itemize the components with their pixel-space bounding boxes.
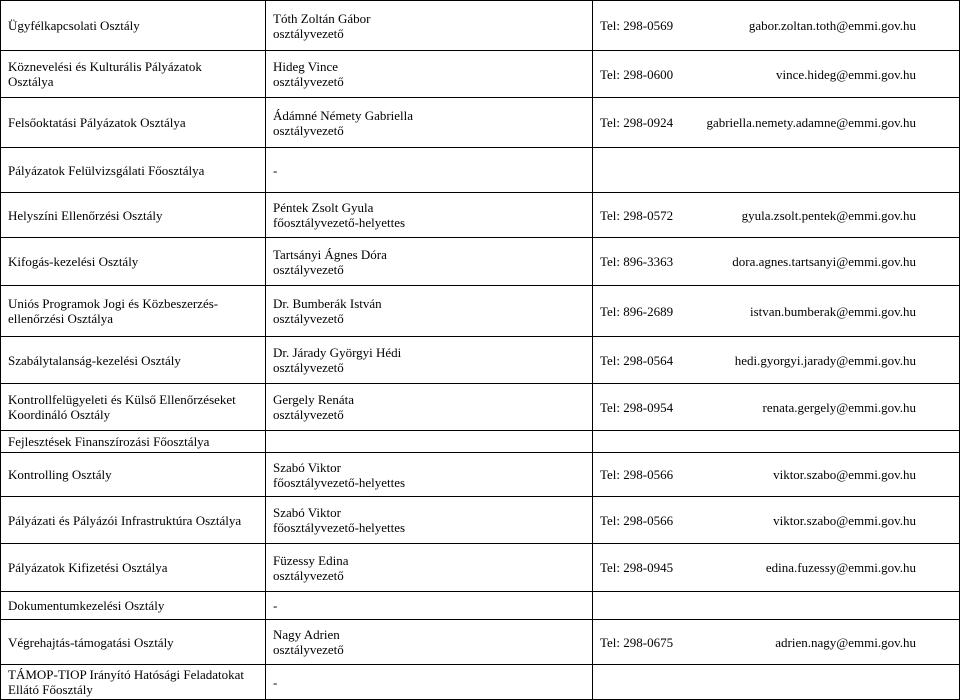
person-name: Szabó Viktor — [273, 459, 341, 475]
phone-number: Tel: 896-2689 — [600, 303, 674, 319]
department-name-line: Felsőoktatási Pályázatok Osztálya — [8, 115, 186, 130]
department-cell — [8, 384, 256, 430]
department-name-line: Uniós Programok Jogi és Közbeszerzés- — [8, 296, 219, 311]
department-cell — [8, 453, 256, 496]
department-name-line: Pályázatok Kifizetési Osztálya — [8, 560, 168, 575]
person-name: Péntek Zsolt Gyula — [273, 200, 374, 215]
phone-number: Tel: 298-0954 — [600, 399, 674, 415]
department-name-line: Kifogás-kezelési Osztály — [8, 254, 139, 269]
email-link[interactable]: dora.agnes.tartsanyi@emmi.gov.hu — [732, 254, 916, 269]
person-cell — [273, 544, 593, 591]
person-title: osztályvezető — [273, 122, 344, 138]
person-cell — [273, 497, 593, 543]
department-name-line: TÁMOP-TIOP Irányító Hatósági Feladatokat — [8, 667, 244, 682]
email-link[interactable]: adrien.nagy@emmi.gov.hu — [775, 634, 916, 650]
person-title: osztályvezető — [273, 74, 344, 89]
email-link[interactable]: viktor.szabo@emmi.gov.hu — [773, 467, 916, 482]
phone-number: Tel: 298-0564 — [600, 352, 674, 368]
dash-text: - — [273, 162, 278, 178]
person-cell — [273, 193, 593, 237]
department-name-line: Dokumentumkezelési Osztály — [8, 598, 165, 613]
department-name-line: ellenőrzési Osztálya — [8, 311, 114, 326]
person-cell — [273, 286, 593, 336]
person-name: Gergely Renáta — [273, 392, 354, 407]
person-cell — [273, 384, 593, 430]
email-cell — [700, 384, 916, 430]
department-cell — [8, 620, 256, 664]
person-title: osztályvezető — [273, 25, 344, 41]
person-cell — [273, 98, 593, 147]
department-cell — [8, 544, 256, 591]
email-link[interactable]: viktor.szabo@emmi.gov.hu — [773, 512, 916, 528]
person-name: Hideg Vince — [273, 59, 339, 74]
department-cell — [8, 98, 256, 147]
department-name-line: Ellátó Főosztály — [8, 682, 93, 697]
phone-number: Tel: 298-0566 — [600, 512, 674, 528]
department-cell — [8, 665, 256, 699]
table-row — [0, 430, 960, 452]
phone-number: Tel: 298-0572 — [600, 207, 674, 223]
table-row — [0, 543, 960, 591]
email-cell — [700, 544, 916, 591]
person-name: Szabó Viktor — [273, 505, 341, 520]
column-divider — [0, 0, 1, 700]
email-link[interactable]: vince.hideg@emmi.gov.hu — [775, 66, 916, 82]
department-cell — [8, 193, 256, 237]
person-title: főosztályvezető-helyettes — [273, 215, 406, 230]
person-cell — [273, 51, 593, 97]
dash-text: - — [273, 598, 278, 613]
email-cell — [700, 1, 916, 50]
email-link[interactable]: istvan.bumberak@emmi.gov.hu — [749, 303, 916, 319]
person-cell — [273, 665, 593, 699]
email-link[interactable]: gabriella.nemety.adamne@emmi.gov.hu — [706, 115, 916, 130]
table-row — [0, 496, 960, 543]
table-row — [0, 619, 960, 664]
department-name-line: Helyszíni Ellenőrzési Osztály — [8, 207, 163, 223]
person-name: Nagy Adrien — [273, 627, 340, 642]
department-name-line: Fejlesztések Finanszírozási Főosztálya — [8, 434, 210, 449]
department-cell — [8, 497, 256, 543]
person-name: Tartsányi Ágnes Dóra — [273, 246, 387, 262]
department-name-line: Köznevelési és Kulturális Pályázatok — [8, 59, 202, 74]
person-cell — [273, 337, 593, 383]
department-name-line: Pályázati és Pályázói Infrastruktúra Osztálya — [8, 512, 242, 528]
table-row — [0, 336, 960, 383]
table-row — [0, 0, 960, 50]
person-title: osztályvezető — [273, 360, 344, 375]
department-name-line: Pályázatok Felülvizsgálati Főosztálya — [8, 162, 205, 178]
department-cell — [8, 337, 256, 383]
department-cell — [8, 238, 256, 285]
department-name-line: Végrehajtás-támogatási Osztály — [8, 634, 174, 650]
person-title: osztályvezető — [273, 642, 344, 657]
person-title: főosztályvezető-helyettes — [273, 474, 406, 490]
department-cell — [8, 51, 256, 97]
email-cell — [700, 238, 916, 285]
email-link[interactable]: hedi.gyorgyi.jarady@emmi.gov.hu — [734, 352, 916, 368]
person-cell — [273, 1, 593, 50]
person-cell — [273, 453, 593, 496]
email-cell — [700, 286, 916, 336]
phone-number: Tel: 298-0945 — [600, 560, 674, 575]
phone-number: Tel: 298-0924 — [600, 115, 674, 130]
department-name-line: Ügyfélkapcsolati Osztály — [8, 18, 140, 33]
person-name: Füzessy Edina — [273, 552, 349, 568]
table-row — [0, 97, 960, 147]
phone-number: Tel: 298-0600 — [600, 66, 674, 82]
no-head-dash — [273, 148, 277, 192]
person-title: osztályvezető — [273, 407, 344, 422]
phone-number: Tel: 298-0566 — [600, 467, 674, 482]
phone-number: Tel: 298-0675 — [600, 634, 674, 650]
person-name: Ádámné Némety Gabriella — [273, 107, 414, 123]
table-row — [0, 383, 960, 430]
table-row — [0, 192, 960, 237]
table-row — [0, 285, 960, 336]
person-name: Dr. Járady Györgyi Hédi — [273, 345, 402, 360]
person-title: osztályvezető — [273, 567, 344, 583]
department-cell — [8, 1, 256, 50]
department-cell — [8, 431, 256, 452]
email-cell — [700, 453, 916, 496]
person-title: osztályvezető — [273, 261, 344, 277]
department-cell — [8, 148, 256, 192]
column-divider — [265, 0, 266, 700]
person-name: - — [273, 674, 278, 690]
table-row — [0, 50, 960, 97]
email-link[interactable]: gabor.zoltan.toth@emmi.gov.hu — [748, 18, 916, 33]
department-name-line: Koordináló Osztály — [8, 407, 111, 422]
person-title: főosztályvezető-helyettes — [273, 520, 406, 535]
department-name-line: Szabálytalanság-kezelési Osztály — [8, 352, 181, 368]
email-link[interactable]: renata.gergely@emmi.gov.hu — [762, 399, 916, 415]
table-row — [0, 452, 960, 496]
table-row — [0, 591, 960, 619]
department-cell — [8, 592, 256, 619]
table-row — [0, 237, 960, 285]
department-name-line: Kontrolling Osztály — [8, 467, 112, 482]
department-name-line: Kontrollfelügyeleti és Külső Ellenőrzéseket — [8, 392, 236, 407]
email-cell — [700, 193, 916, 237]
email-cell — [700, 497, 916, 543]
no-head-dash — [273, 592, 277, 619]
email-cell — [700, 98, 916, 147]
person-cell — [273, 238, 593, 285]
phone-number: Tel: 298-0569 — [600, 18, 674, 33]
department-cell — [8, 286, 256, 336]
column-divider — [592, 0, 593, 700]
person-cell — [273, 620, 593, 664]
email-cell — [700, 620, 916, 664]
email-link[interactable]: edina.fuzessy@emmi.gov.hu — [765, 560, 916, 575]
table-row — [0, 147, 960, 192]
phone-number: Tel: 896-3363 — [600, 254, 674, 269]
person-title: osztályvezető — [273, 311, 344, 326]
person-name: Tóth Zoltán Gábor — [273, 10, 371, 26]
email-cell — [700, 337, 916, 383]
person-name: Dr. Bumberák István — [273, 296, 382, 311]
email-link[interactable]: gyula.zsolt.pentek@emmi.gov.hu — [741, 207, 916, 223]
department-name-line: Osztálya — [8, 74, 54, 89]
table-row — [0, 664, 960, 700]
email-cell — [700, 51, 916, 97]
